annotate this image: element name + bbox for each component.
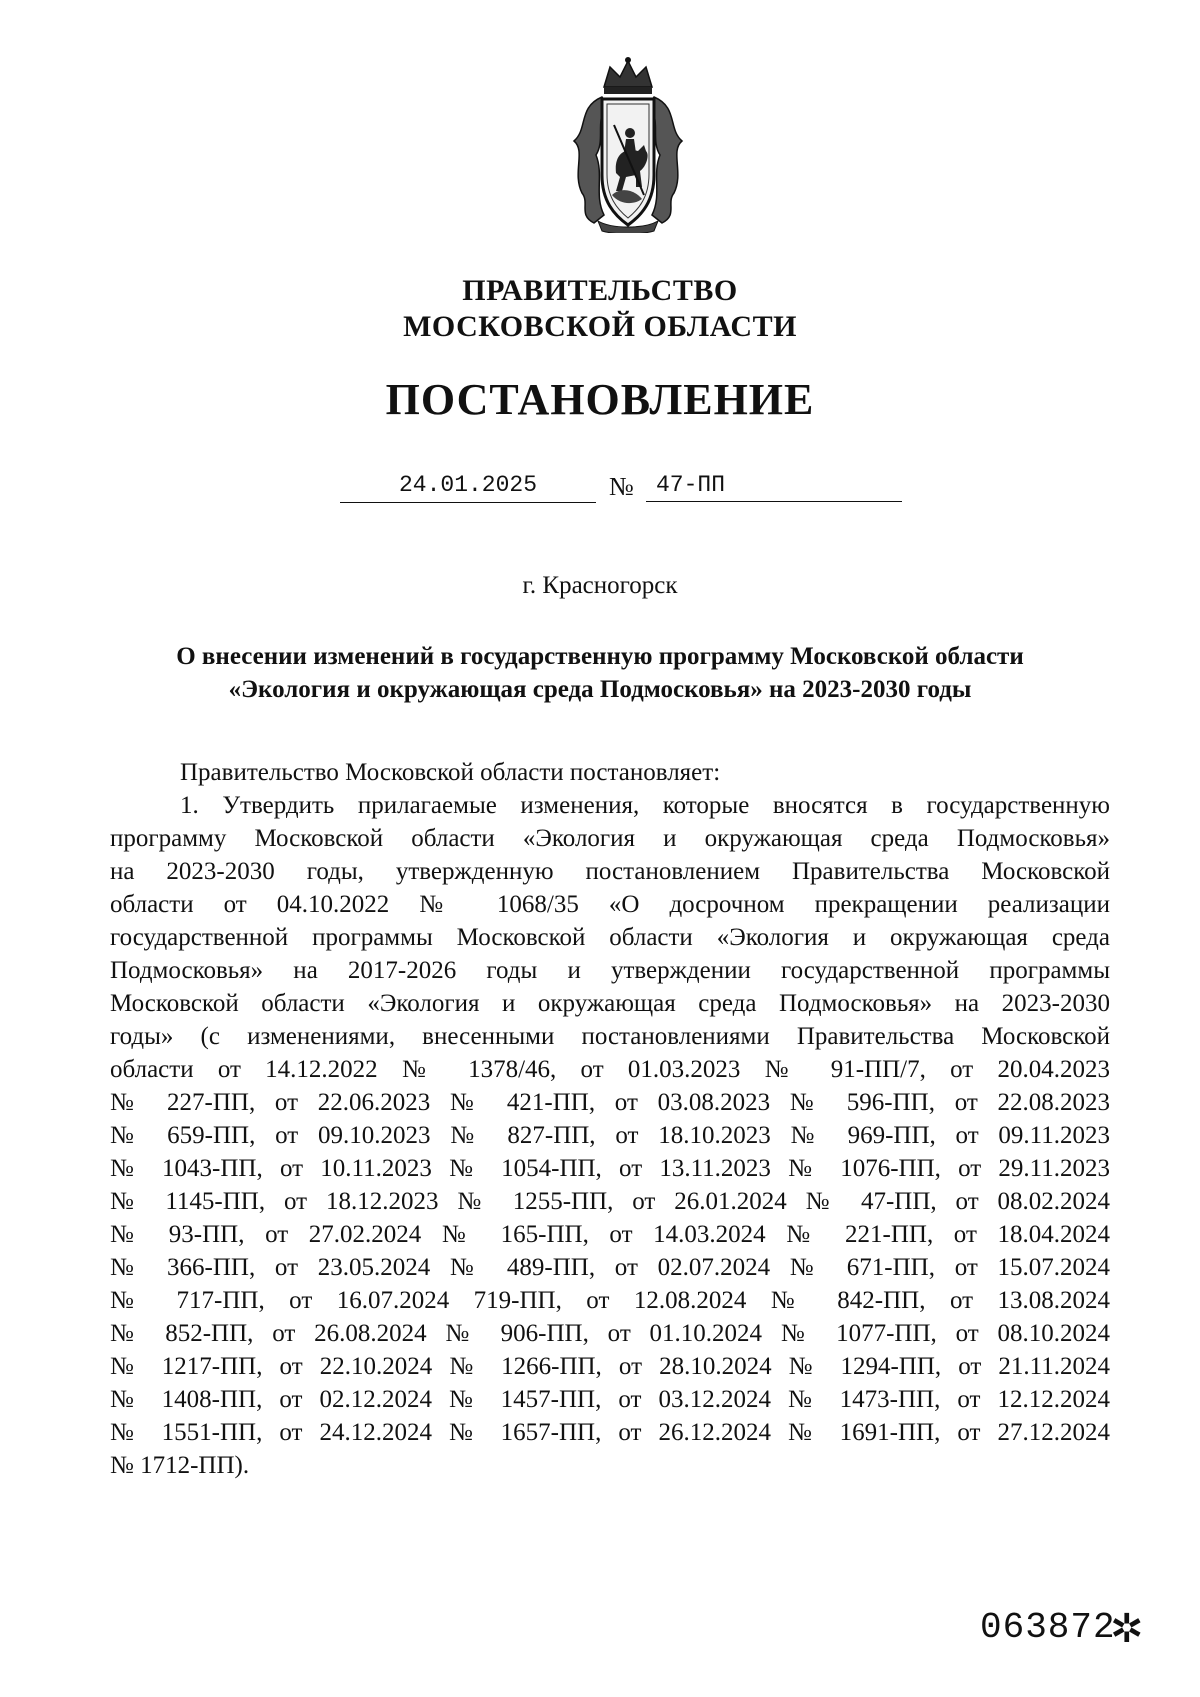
city-line: г. Красногорск	[522, 572, 678, 599]
item-1-paragraph	[110, 789, 1110, 1482]
registration-number: 47-ПП	[646, 470, 902, 502]
item-1-line: № 1712-ПП).	[110, 1452, 250, 1479]
item-1-line: № 852-ПП, от 26.08.2024 № 906-ПП, от 01.10.2024 № 1077-ПП, от 08.10.2024	[110, 1320, 1110, 1347]
government-title-line-2: МОСКОВСКОЙ ОБЛАСТИ	[403, 310, 797, 343]
number-sign: №	[609, 472, 634, 501]
item-1-line: № 366-ПП, от 23.05.2024 № 489-ПП, от 02.07.2024 № 671-ПП, от 15.07.2024	[110, 1254, 1110, 1281]
item-1-line: области от 14.12.2022 № 1378/46, от 01.03.2023 № 91-ПП/7, от 20.04.2023	[110, 1056, 1110, 1083]
item-1-line: № 1408-ПП, от 02.12.2024 № 1457-ПП, от 03.12.2024 № 1473-ПП, от 12.12.2024	[110, 1386, 1110, 1413]
item-1-line: области от 04.10.2022 № 1068/35 «О досрочном прекращении реализации	[110, 891, 1110, 918]
item-1-line: № 1043-ПП, от 10.11.2023 № 1054-ПП, от 13.11.2023 № 1076-ПП, от 29.11.2023	[110, 1155, 1110, 1182]
registration-date: 24.01.2025	[340, 470, 596, 503]
item-1-line: № 1145-ПП, от 18.12.2023 № 1255-ПП, от 26.01.2024 № 47-ПП, от 08.02.2024	[110, 1188, 1110, 1215]
item-1-line: Московской области «Экология и окружающая среда Подмосковья» на 2023-2030	[110, 990, 1110, 1017]
item-1-line: № 93-ПП, от 27.02.2024 № 165-ПП, от 14.03.2024 № 221-ПП, от 18.04.2024	[110, 1221, 1110, 1248]
item-1-line: № 717-ПП, от 16.07.2024 719-ПП, от 12.08.2024 № 842-ПП, от 13.08.2024	[110, 1287, 1110, 1314]
document-title-line-2: «Экология и окружающая среда Подмосковья» на 2023-2030 годы	[228, 676, 972, 703]
coat-of-arms-icon	[564, 55, 692, 233]
item-1-line: годы» (с изменениями, внесенными постановлениями Правительства Московской	[110, 1023, 1110, 1050]
document-type-heading: ПОСТАНОВЛЕНИЕ	[385, 375, 815, 424]
item-1-line: государственной программы Московской области «Экология и окружающая среда	[110, 924, 1110, 951]
document-title	[100, 640, 1100, 706]
item-1-line: № 227-ПП, от 22.06.2023 № 421-ПП, от 03.08.2023 № 596-ПП, от 22.08.2023	[110, 1089, 1110, 1116]
item-1-line: программу Московской области «Экология и окружающая среда Подмосковья»	[110, 825, 1110, 852]
item-1-line: 1. Утвердить прилагаемые изменения, которые вносятся в государственную	[180, 792, 1110, 819]
item-1-line: № 659-ПП, от 09.10.2023 № 827-ПП, от 18.10.2023 № 969-ПП, от 09.11.2023	[110, 1122, 1110, 1149]
item-1-line: на 2023-2030 годы, утвержденную постановлением Правительства Московской	[110, 858, 1110, 885]
intro-paragraph: Правительство Московской области постановляет:	[180, 759, 721, 786]
government-title-line-1: ПРАВИТЕЛЬСТВО	[462, 274, 738, 307]
document-title-line-1: О внесении изменений в государственную программу Московской области	[176, 643, 1024, 670]
item-1-line: Подмосковья» на 2017-2026 годы и утверждении государственной программы	[110, 957, 1110, 984]
document-body	[110, 756, 1110, 1482]
registration-row	[0, 470, 1200, 510]
serial-number: 063872	[980, 1607, 1116, 1648]
item-1-line: № 1217-ПП, от 22.10.2024 № 1266-ПП, от 28.10.2024 № 1294-ПП, от 21.11.2024	[110, 1353, 1110, 1380]
item-1-line: № 1551-ПП, от 24.12.2024 № 1657-ПП, от 26.12.2024 № 1691-ПП, от 27.12.2024	[110, 1419, 1110, 1446]
asterisk-mark: ✲	[1110, 1606, 1144, 1652]
